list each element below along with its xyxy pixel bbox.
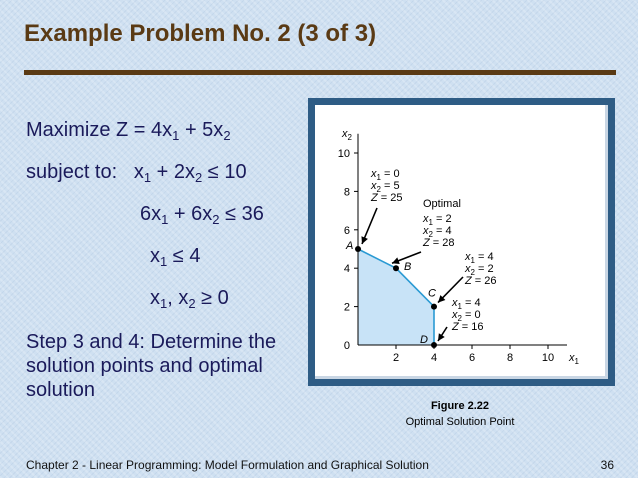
point-label-c: C [428,287,436,300]
footer-text: Chapter 2 - Linear Programming: Model Formulation and Graphical Solution [26,458,429,472]
ann-b-line-1: $x_1 = 2$ [423,213,452,227]
objective-function: Maximize $Z = 4x_1 + 5x_2$ [26,119,231,143]
point-label-b: B [404,261,412,274]
constraint-3: $x_1 \le 4$ [150,245,201,269]
x-tick-label-6: 6 [468,352,476,364]
y-tick-label-6: 6 [343,224,350,237]
x-tick-label-10: 10 [541,352,555,364]
x-axis-label: $x_1$ [569,352,579,366]
ann-b-line-3: Z = 28 [423,237,455,249]
ann-c-line-1: $x_1 = 4$ [465,251,494,265]
ann-b-header: Optimal [423,198,461,210]
ann-a-line-3: Z = 25 [371,192,403,204]
y-axis-label: $x_2$ [342,127,352,142]
ann-c-line-3: Z = 26 [465,275,497,287]
y-tick-label-2: 2 [343,301,350,314]
constraint-1: subject to: $x_1 + 2x_2 \le 10$ [26,161,247,185]
point-label-a: A [346,240,354,252]
point-b [393,265,399,271]
figure-caption-title: Figure 2.22 [430,400,490,412]
y-tick-label-4: 4 [343,263,350,276]
figure-caption-subtitle: Optimal Solution Point [405,416,515,428]
point-c [431,304,437,310]
point-d [431,342,437,348]
constraint-2: $6x_1 + 6x_2 \le 36$ [140,203,264,227]
point-label-d: D [420,334,428,346]
page-number: 36 [600,458,614,472]
x-tick-label-4: 4 [430,352,438,364]
title-divider [24,70,616,75]
y-tick-label-8: 8 [343,186,350,199]
ann-c-line-2: $x_2 = 2$ [465,263,494,277]
ann-b-line-2: $x_2 = 4$ [423,225,452,239]
step-line-2: solution points and optimal [26,355,263,377]
y-tick-label-10: 10 [337,148,350,160]
ann-d-line-2: $x_2 = 0$ [452,309,481,323]
point-a [355,246,361,252]
slide-title: Example Problem No. 2 (3 of 3) [24,20,377,47]
feasible-region-graph [315,105,608,379]
step-line-3: solution [26,379,95,401]
x-tick-label-2: 2 [392,352,400,364]
step-line-1: Step 3 and 4: Determine the [26,331,277,353]
constraint-4: $x_1$, $x_2 \ge 0$ [150,287,229,311]
ann-a-line-2: $x_2 = 5$ [371,180,400,194]
y-tick-label-0: 0 [343,340,350,352]
ann-d-line-1: $x_1 = 4$ [452,297,481,311]
ann-d-line-3: Z = 16 [452,321,484,333]
ann-a-line-1: $x_1 = 0$ [371,168,400,182]
x-tick-label-8: 8 [506,352,514,364]
